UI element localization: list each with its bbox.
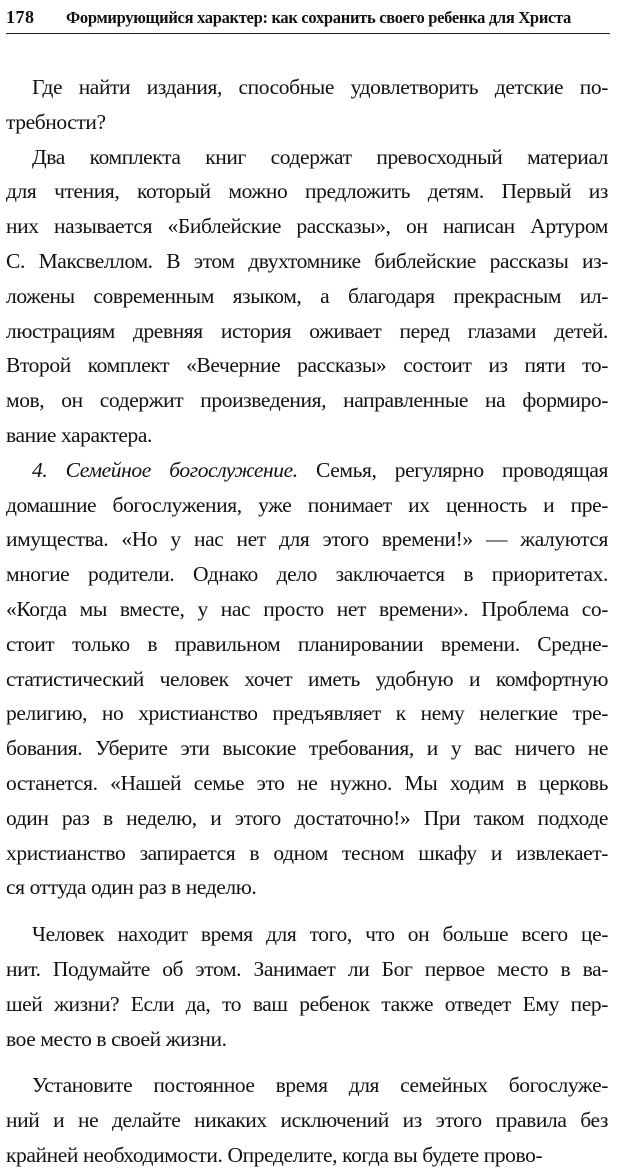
- text-line: вое место в своей жизни.: [6, 1026, 227, 1051]
- text-line: Два комплекта книг содержат превосходный материал: [32, 144, 608, 169]
- page-number: 178: [6, 7, 35, 27]
- italic-lead: 4. Семейное богослужение.: [32, 457, 298, 482]
- text-line: домашние богослужения, уже понимает их ценность и пре-: [6, 492, 608, 517]
- paragraph: [6, 917, 608, 1056]
- text-line: статистический человек хочет иметь удобную и комфортную: [6, 666, 608, 691]
- text-line: имущества. «Но у нас нет для этого времени!» — жалуются: [6, 527, 608, 552]
- text-line: Второй комплект «Вечерние рассказы» состоит из пяти то-: [6, 353, 608, 378]
- text-line: один раз в неделю, и этого достаточно!» При таком подходе: [6, 805, 608, 830]
- page-header: [6, 0, 610, 34]
- text-line: С. Максвеллом. В этом двухтомнике библейские рассказы из-: [6, 248, 608, 273]
- paragraph: [6, 453, 608, 905]
- text-line: мов, он содержит произведения, направленные на формиро-: [6, 388, 608, 413]
- line-text: Семья, регулярно проводящая: [297, 457, 608, 482]
- text-line: «Когда мы вместе, у нас просто нет времени». Проблема со-: [6, 596, 608, 621]
- text-line: требности?: [6, 109, 106, 134]
- text-line: Человек находит время для того, что он больше всего це-: [32, 922, 608, 947]
- text-line: останется. «Нашей семье это не нужно. Мы ходим в церковь: [6, 770, 608, 795]
- paragraph-gap: [6, 905, 608, 917]
- paragraph: [6, 140, 608, 453]
- running-title: Формирующийся характер: как сохранить своего ребенка для Христа: [66, 8, 571, 27]
- paragraph: [6, 1068, 608, 1172]
- text-line: ний и не делайте никаких исключений из этого правила без: [6, 1108, 608, 1133]
- text-line: Установите постоянное время для семейных богослуже-: [32, 1073, 608, 1098]
- text-line: религию, но христианство предъявляет к нему нелегкие тре-: [6, 701, 608, 726]
- text-line: нит. Подумайте об этом. Занимает ли Бог первое место в ва-: [6, 956, 608, 981]
- paragraph-gap: [6, 1056, 608, 1068]
- text-line: них называется «Библейские рассказы», он написан Артуром: [6, 214, 608, 239]
- body-text: [6, 70, 608, 1173]
- text-line: крайней необходимости. Определите, когда вы будете прово-: [6, 1142, 543, 1167]
- text-line: христианство запирается в одном тесном шкафу и извлекает-: [6, 840, 608, 865]
- text-line: многие родители. Однако дело заключается в приоритетах.: [6, 562, 608, 587]
- text-line: Где найти издания, способные удовлетворить детские по-: [32, 75, 608, 99]
- text-line: шей жизни? Если да, то ваш ребенок также отведет Ему пер-: [6, 991, 608, 1016]
- text-line: [6, 453, 608, 488]
- paragraph: [6, 70, 608, 140]
- text-line: ся оттуда один раз в неделю.: [6, 875, 257, 900]
- text-line: стоит только в правильном планировании времени. Средне-: [6, 631, 608, 656]
- text-line: бования. Уберите эти высокие требования, и у вас ничего не: [6, 736, 608, 761]
- text-line: для чтения, который можно предложить детям. Первый из: [6, 179, 608, 204]
- text-line: люстрациям древняя история оживает перед глазами детей.: [6, 318, 608, 343]
- text-line: вание характера.: [6, 422, 153, 447]
- text-line: ложены современным языком, а благодаря прекрасным ил-: [6, 283, 608, 308]
